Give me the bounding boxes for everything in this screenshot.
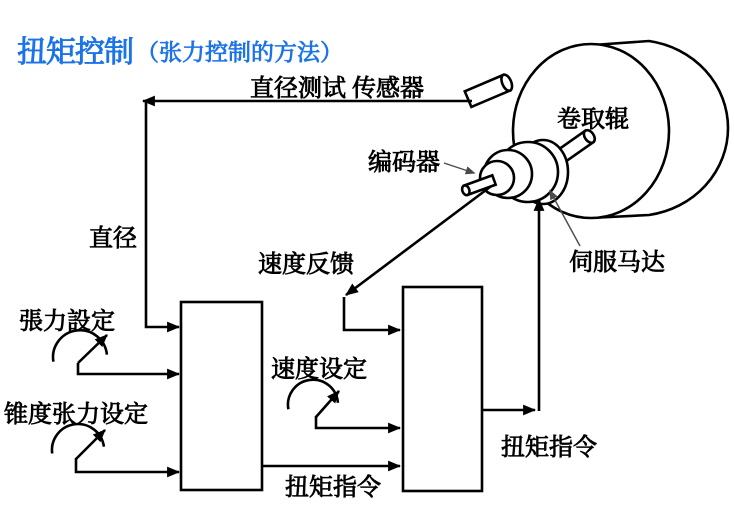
label-tension-setting: 張力設定 bbox=[19, 309, 115, 335]
page-title: 扭矩控制 bbox=[17, 36, 133, 69]
diameter-line bbox=[146, 100, 179, 327]
page-subtitle: （张力控制的方法） bbox=[136, 39, 343, 65]
diameter-sensor-drawing bbox=[465, 73, 514, 107]
tension-setting-dial bbox=[53, 330, 107, 363]
label-encoder: 编码器 bbox=[368, 150, 440, 176]
label-diameter-sensor: 直径测试 传感器 bbox=[250, 76, 424, 102]
speed-setting-line bbox=[316, 416, 400, 428]
label-diameter: 直径 bbox=[89, 226, 137, 252]
label-speed-setting: 速度设定 bbox=[271, 357, 367, 383]
speed-feedback-line bbox=[344, 297, 400, 330]
speed-feedback-diagonal bbox=[346, 187, 490, 295]
dial-needle bbox=[76, 430, 105, 459]
speed-torque-controller-block bbox=[403, 287, 482, 491]
label-servo-motor: 伺服马达 bbox=[569, 250, 665, 276]
dial-needle bbox=[316, 391, 339, 417]
speed-setting-dial bbox=[288, 380, 339, 417]
dial-arc bbox=[288, 380, 338, 410]
taper-tension-setting-dial bbox=[52, 424, 105, 459]
label-winding-roller: 卷取辊 bbox=[557, 107, 629, 133]
encoder-leader-arrow bbox=[444, 163, 474, 173]
tension-setting-line bbox=[78, 363, 179, 374]
label-speed-feedback: 速度反馈 bbox=[258, 252, 354, 278]
label-taper-tension-setting: 锥度张力设定 bbox=[4, 402, 148, 428]
taper-tension-line bbox=[76, 458, 179, 472]
dial-needle bbox=[78, 335, 107, 363]
label-torque-command-2: 扭矩指令 bbox=[501, 435, 597, 461]
label-torque-command-1: 扭矩指令 bbox=[285, 475, 381, 501]
tension-controller-block bbox=[181, 302, 262, 490]
